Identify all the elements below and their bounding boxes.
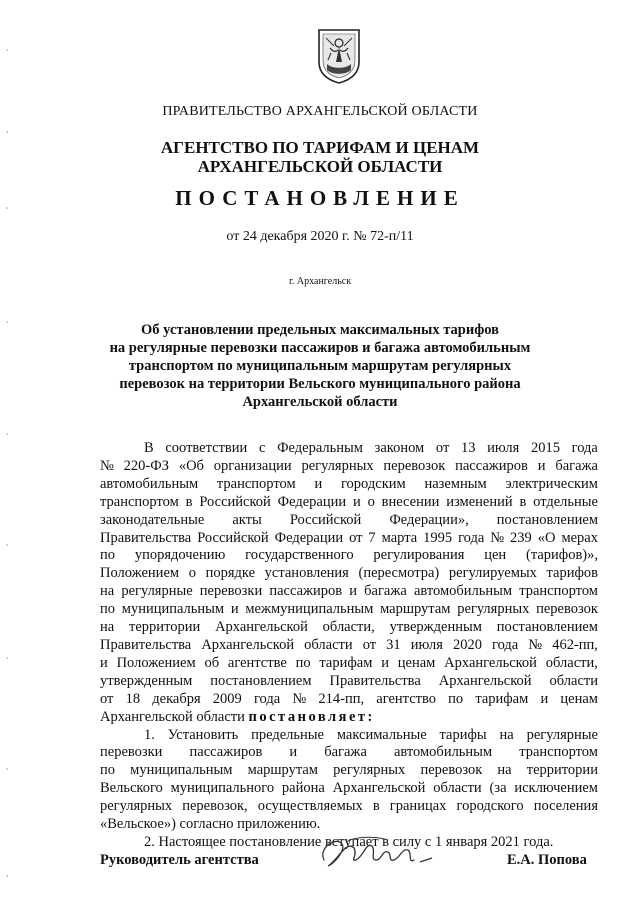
word: Вельского: [100, 780, 163, 797]
word: о: [188, 565, 196, 582]
word: №: [528, 636, 543, 653]
word: порядке: [205, 565, 256, 582]
word: территории: [526, 762, 598, 779]
justified-line: [100, 530, 598, 548]
word: багажа: [555, 457, 598, 474]
justified-line: [100, 798, 598, 816]
word: межмуниципальным: [245, 601, 374, 618]
word: перевозки: [100, 744, 163, 761]
word: 13: [460, 440, 476, 456]
word: июля: [410, 636, 443, 653]
word: в: [519, 493, 527, 510]
justified-line: [100, 637, 598, 655]
word: области: [304, 636, 353, 653]
word: по: [100, 601, 116, 618]
word: и: [349, 583, 358, 600]
word: утвержденным: [100, 672, 193, 689]
word: В: [144, 440, 154, 456]
word: регулирования: [373, 547, 465, 564]
word: соответствии: [165, 440, 248, 456]
word: багажа: [324, 744, 367, 761]
word: тарифов: [546, 565, 598, 582]
preamble-last-line: [100, 709, 598, 727]
word: области: [433, 780, 482, 797]
word: области: [549, 672, 598, 689]
title-line: перевозок на территории Вельского муниципального района: [119, 376, 521, 392]
word: Установить: [167, 726, 239, 743]
justified-line: [100, 673, 598, 691]
document-body: [100, 440, 598, 852]
word: государственного: [245, 547, 354, 564]
word: муниципальным: [121, 601, 225, 618]
word: 1995: [423, 529, 453, 546]
title-line: транспортом по муниципальным маршрутам регулярных: [128, 358, 512, 374]
word: 220-ФЗ: [123, 457, 169, 474]
word: июля: [487, 440, 520, 456]
word: пассажиров: [189, 744, 263, 761]
word: декабря: [152, 690, 201, 707]
word: Архангельской: [215, 619, 308, 636]
word: перевозок: [536, 601, 598, 618]
word: 7: [368, 529, 376, 546]
word: по: [100, 547, 116, 564]
word: района: [281, 780, 325, 797]
word: организации: [213, 457, 292, 474]
word: агентстве: [227, 654, 287, 671]
word: пассажиров: [455, 457, 528, 474]
justified-line: [100, 512, 598, 530]
justified-line: [100, 565, 598, 583]
word: Российской: [289, 511, 362, 528]
word: Правительства: [329, 672, 421, 689]
title-line: на регулярные перевозки пассажиров и багажа автомобильным: [109, 340, 531, 356]
word: Федерации»,: [389, 511, 469, 528]
word: 2020: [452, 636, 482, 653]
justified-line: [100, 619, 598, 637]
word: внесении: [381, 493, 440, 510]
word: по: [295, 654, 311, 671]
word: 18: [125, 690, 141, 707]
word: в: [185, 493, 193, 510]
justified-line: [100, 780, 598, 798]
word: 462-пп,: [552, 636, 598, 653]
handwritten-signature: [316, 830, 436, 878]
word: 2015: [530, 440, 560, 456]
word: исключением: [514, 780, 598, 797]
word: Архангельской: [332, 780, 426, 797]
word: Положением: [116, 654, 196, 671]
word: автомобильным: [413, 583, 513, 600]
word: и: [289, 744, 298, 761]
word: постановлением: [496, 511, 598, 528]
document-date-number: от 24 декабря 2020 г. № 72-п/11: [226, 229, 414, 244]
word: области,: [322, 619, 375, 636]
word: регулярных: [301, 457, 374, 474]
word: установления: [264, 565, 349, 582]
document-city: г. Архангельск: [288, 276, 352, 287]
word: и: [537, 457, 546, 474]
word: №: [490, 529, 505, 546]
word: и: [314, 475, 323, 492]
word: ценам: [560, 690, 598, 707]
word: максимальные: [336, 726, 427, 743]
signatory-name: Е.А. Попова: [507, 852, 587, 868]
word: в: [372, 798, 380, 815]
word: на: [497, 762, 512, 779]
word: регулярных: [457, 601, 530, 618]
word: от: [362, 636, 377, 653]
word: от: [435, 440, 450, 456]
word: и: [540, 690, 549, 707]
word: перевозок: [420, 762, 483, 779]
word: года: [571, 440, 598, 456]
word: регулярные: [526, 726, 598, 743]
word: №: [292, 690, 307, 707]
justified-line: [100, 583, 598, 601]
signatory-position: Руководитель агентства: [100, 852, 259, 868]
word: агентство: [376, 690, 436, 707]
word: Архангельской: [438, 672, 532, 689]
margin-scan-marks: [0, 0, 14, 905]
word: тарифам: [475, 690, 529, 707]
agency-name-line: АРХАНГЕЛЬСКОЙ ОБЛАСТИ: [197, 157, 443, 176]
word: регулярных: [333, 762, 406, 779]
word: Архангельской: [201, 636, 295, 653]
word: Федеральным: [277, 440, 363, 456]
word: автомобильным: [393, 744, 493, 761]
word: цен: [484, 547, 507, 564]
word: 31: [386, 636, 401, 653]
word: отдельные: [533, 493, 598, 510]
word: упорядочению: [134, 547, 226, 564]
coat-of-arms-icon: [316, 28, 362, 84]
word: марта: [381, 529, 418, 546]
item-1-last-line: «Вельское») согласно приложению.: [100, 816, 321, 833]
word: изменений: [446, 493, 513, 510]
word: мерах: [561, 529, 598, 546]
word: от: [349, 529, 363, 546]
word: Федерации: [277, 493, 347, 510]
word: утвержденным: [389, 619, 482, 636]
word: наземным: [424, 475, 487, 492]
word: 1.: [144, 726, 155, 743]
document-type: ПОСТАНОВЛЕНИЕ: [175, 186, 465, 210]
word: ценам: [397, 654, 436, 671]
word: постановлением: [496, 619, 598, 636]
word: области,: [545, 654, 598, 671]
justified-line: [100, 655, 598, 673]
word: и: [352, 493, 361, 510]
word: регулируемых: [448, 565, 537, 582]
word: транспортом: [519, 744, 598, 761]
word: законодательные: [100, 511, 205, 528]
word: перевозки: [199, 583, 263, 600]
word: территории: [129, 619, 201, 636]
word: «Об: [178, 457, 204, 474]
word: Правительства: [100, 529, 192, 546]
justified-line: [100, 440, 598, 458]
word: на: [100, 583, 115, 600]
word: маршрутам: [380, 601, 451, 618]
word: перевозок,: [182, 798, 248, 815]
word: электрическим: [505, 475, 598, 492]
word: Правительства: [100, 636, 192, 653]
word: об: [204, 654, 220, 671]
word: муниципальным: [130, 762, 233, 779]
word: (пересмотра): [358, 565, 440, 582]
word: багажа: [364, 583, 407, 600]
word: по: [100, 762, 116, 779]
word: транспортом: [519, 583, 598, 600]
item-1-paragraph: [100, 727, 598, 817]
justified-line: [100, 547, 598, 565]
decree-word: постановляет:: [248, 708, 375, 725]
word: осуществляемых: [257, 798, 363, 815]
word: постановлением: [210, 672, 312, 689]
word: по: [448, 690, 464, 707]
word: Федерации: [274, 529, 344, 546]
word: транспортом: [100, 493, 179, 510]
word: (за: [489, 780, 507, 797]
word: границах: [389, 798, 447, 815]
word: перевозок: [383, 457, 446, 474]
title-line: Об установлении предельных максимальных тарифов: [141, 322, 499, 338]
word: и: [100, 654, 108, 671]
word: с: [258, 440, 266, 456]
justified-line: [100, 476, 598, 494]
word: пассажиров: [269, 583, 343, 600]
word: городского: [456, 798, 524, 815]
word: городским: [340, 475, 406, 492]
word: законом: [374, 440, 425, 456]
item-2-paragraph: 2. Настоящее постановление вступает в силу с 1 января 2021 года.: [144, 833, 554, 850]
justified-line: [100, 601, 598, 619]
word: о: [367, 493, 375, 510]
word: Архангельской: [444, 654, 537, 671]
preamble-last-text: Архангельской области: [100, 708, 249, 725]
word: №: [100, 457, 114, 474]
word: транспортом: [216, 475, 296, 492]
word: года: [253, 690, 281, 707]
word: маршрутам: [247, 762, 318, 779]
word: Российской: [197, 529, 269, 546]
word: 214-пп,: [318, 690, 365, 707]
word: на: [100, 619, 115, 636]
word: 239: [510, 529, 532, 546]
word: регулярные: [121, 583, 193, 600]
word: года: [458, 529, 485, 546]
word: (тарифов)»,: [526, 547, 598, 564]
word: и: [381, 654, 389, 671]
word: муниципального: [170, 780, 275, 797]
word: Положением: [100, 565, 180, 582]
justified-line: [100, 727, 598, 745]
justified-line: [100, 691, 598, 709]
government-name: ПРАВИТЕЛЬСТВО АРХАНГЕЛЬСКОЙ ОБЛАСТИ: [162, 104, 478, 119]
word: и: [230, 601, 239, 618]
word: «О: [537, 529, 556, 546]
justified-line: [100, 762, 598, 780]
word: тарифам: [319, 654, 373, 671]
agency-name: [0, 138, 640, 176]
preamble-paragraph: [100, 440, 598, 709]
agency-name-line: АГЕНТСТВО ПО ТАРИФАМ И ЦЕНАМ: [160, 138, 480, 157]
word: поселения: [533, 798, 598, 815]
document-title: [0, 321, 640, 411]
word: 2009: [212, 690, 242, 707]
word: тарифы: [439, 726, 487, 743]
justified-line: [100, 494, 598, 512]
title-line: Архангельской области: [242, 394, 398, 410]
word: на: [499, 726, 514, 743]
justified-line: [100, 744, 598, 762]
word: автомобильным: [100, 475, 199, 492]
word: акты: [232, 511, 262, 528]
word: предельные: [251, 726, 324, 743]
word: регулярных: [100, 798, 173, 815]
word: Российской: [199, 493, 271, 510]
word: от: [100, 690, 114, 707]
word: года: [492, 636, 519, 653]
justified-line: [100, 458, 598, 476]
